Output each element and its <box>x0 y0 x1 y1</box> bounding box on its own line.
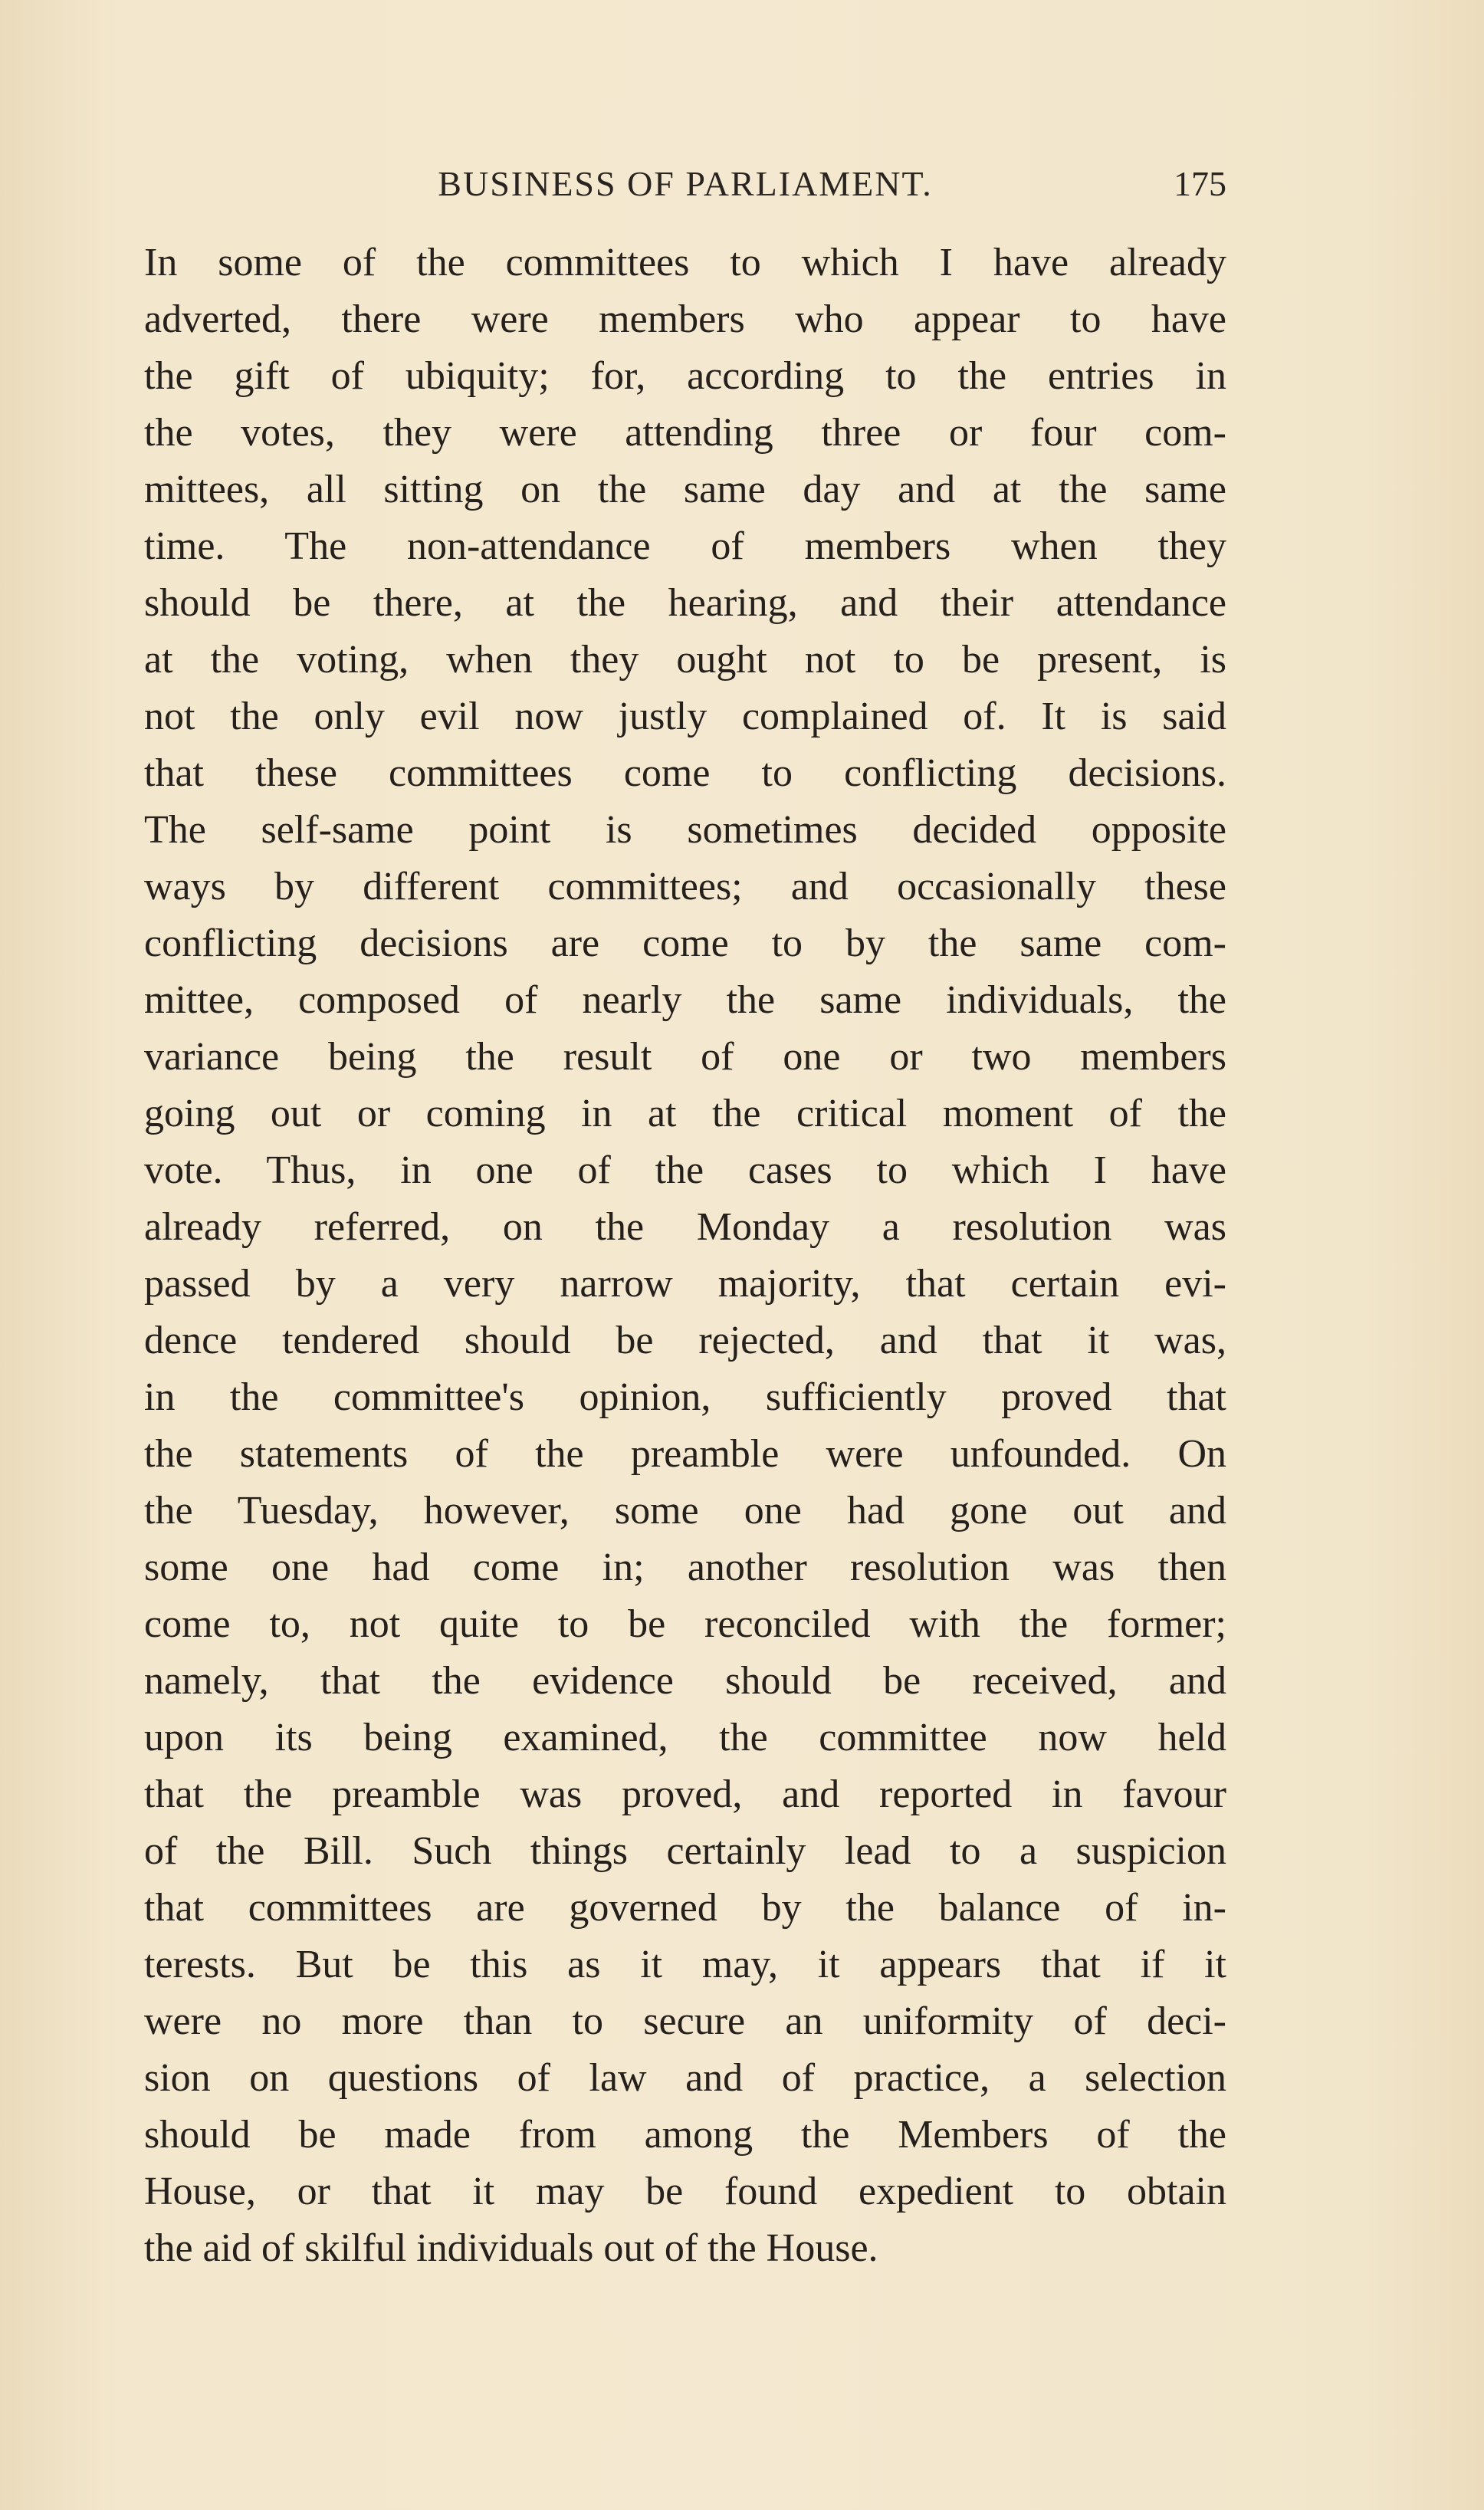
text-line: vote. Thus, in one of the cases to which I have <box>144 1148 1226 1192</box>
text-line: already referred, on the Monday a resolution was <box>144 1205 1226 1249</box>
text-line: The self-same point is sometimes decided opposite <box>144 808 1226 852</box>
text-line: should be there, at the hearing, and their attendance <box>144 581 1226 625</box>
text-line: terests. But be this as it may, it appears that if it <box>144 1943 1226 1986</box>
text-line: passed by a very narrow majority, that certain evi- <box>144 1262 1226 1306</box>
text-line: some one had come in; another resolution was then <box>144 1546 1226 1589</box>
text-line: variance being the result of one or two members <box>144 1035 1226 1079</box>
text-line: ways by different committees; and occasionally these <box>144 865 1226 908</box>
text-line: House, or that it may be found expedient to obtain <box>144 2170 1226 2213</box>
running-title: BUSINESS OF PARLIAMENT. <box>438 164 933 203</box>
text-line: of the Bill. Such things certainly lead to a suspicion <box>144 1829 1226 1873</box>
text-line: in the committee's opinion, sufficiently proved that <box>144 1375 1226 1419</box>
text-line: at the voting, when they ought not to be present, is <box>144 638 1226 682</box>
text-line: In some of the committees to which I have already <box>144 241 1226 284</box>
body-text <box>144 235 1226 2277</box>
text-line: the aid of skilful individuals out of the House. <box>144 2226 878 2270</box>
page-number: 175 <box>1174 164 1226 203</box>
text-line: the Tuesday, however, some one had gone out and <box>144 1489 1226 1533</box>
text-line: the votes, they were attending three or four com- <box>144 411 1226 455</box>
text-line: not the only evil now justly complained of. It is said <box>144 695 1226 738</box>
text-line: that committees are governed by the balance of in- <box>144 1886 1226 1930</box>
text-line: going out or coming in at the critical moment of the <box>144 1092 1226 1135</box>
text-line: time. The non-attendance of members when they <box>144 524 1226 568</box>
text-line: namely, that the evidence should be received, and <box>144 1659 1226 1703</box>
text-line: upon its being examined, the committee now held <box>144 1716 1226 1759</box>
running-head <box>144 153 1226 215</box>
text-line: should be made from among the Members of the <box>144 2113 1226 2157</box>
text-line: the gift of ubiquity; for, according to the entries in <box>144 354 1226 398</box>
text-line: mittee, composed of nearly the same individuals, the <box>144 978 1226 1022</box>
text-line: dence tendered should be rejected, and that it was, <box>144 1319 1226 1362</box>
text-line: the statements of the preamble were unfounded. On <box>144 1432 1226 1476</box>
text-line: mittees, all sitting on the same day and at the same <box>144 468 1226 511</box>
text-line: come to, not quite to be reconciled with the former; <box>144 1602 1226 1646</box>
text-line: sion on questions of law and of practice, a selection <box>144 2056 1226 2100</box>
text-line: conflicting decisions are come to by the same com- <box>144 922 1226 965</box>
text-line: adverted, there were members who appear to have <box>144 297 1226 341</box>
text-line: that the preamble was proved, and reported in favour <box>144 1772 1226 1816</box>
text-line: were no more than to secure an uniformity of deci- <box>144 1999 1226 2043</box>
text-line: that these committees come to conflicting decisions. <box>144 751 1226 795</box>
